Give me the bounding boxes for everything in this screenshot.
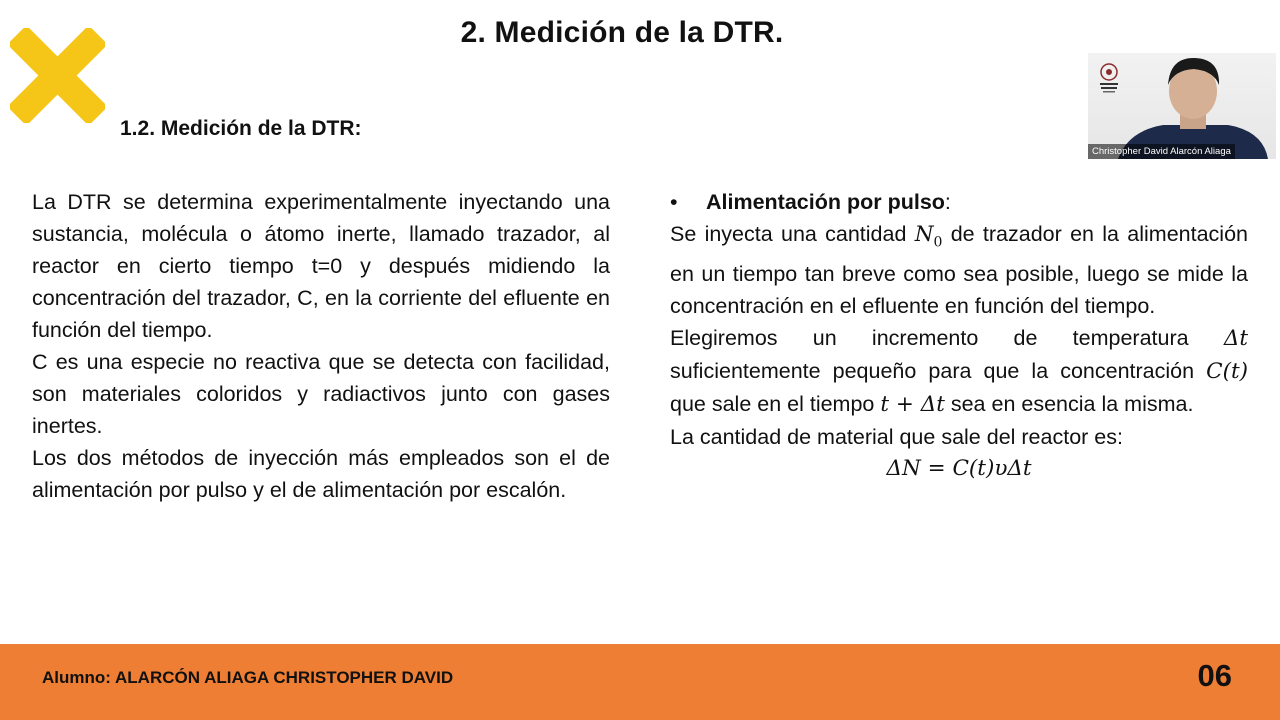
section-subtitle: 1.2. Medición de la DTR:: [120, 117, 362, 140]
bullet-heading: Alimentación por pulso: [706, 190, 945, 214]
left-paragraph-1: La DTR se determina experimentalmente inyectando una sustancia, molécula o átomo inerte, llamado trazador, al reactor en cierto tiempo t=0 y después midiendo la concentración del trazador, C, en la corriente del efluente en función del tiempo.: [32, 190, 610, 342]
footer-bar: [0, 644, 1280, 720]
page-number: 06: [1197, 658, 1232, 693]
slide-title: 2. Medición de la DTR.: [460, 16, 784, 49]
right-paragraph-1: Se inyecta una cantidad $N_0$ de trazador en la alimentación en un tiempo tan breve como sea posible, luego se mide la concentración en el efluente en función del tiempo.: [670, 222, 1248, 319]
right-paragraph-2: Elegiremos un incremento de temperatura Δt suficientemente pequeño para que la concentración C(t) que sale en el tiempo t + Δt sea en esencia la misma.: [670, 326, 1248, 418]
math-t-plus-delta-t: t + Δt: [880, 392, 945, 418]
bullet-item: [670, 186, 1248, 218]
math-delta-t: Δt: [1223, 326, 1248, 352]
webcam-overlay[interactable]: [1088, 53, 1276, 159]
math-c-of-t: C(t): [1206, 359, 1248, 385]
bullet-symbol: •: [670, 190, 678, 214]
left-paragraph-3: Los dos métodos de inyección más empleados son el de alimentación por pulso y el de alimentación por escalón.: [32, 446, 610, 502]
left-paragraph-2: C es una especie no reactiva que se detecta con facilidad, son materiales coloridos y radiactivos junto con gases inertes.: [32, 350, 610, 438]
right-text-column: [670, 186, 1248, 485]
university-seal-icon: [1098, 63, 1120, 95]
bullet-colon: :: [944, 190, 951, 214]
webcam-caption: Christopher David Alarcón Aliaga: [1088, 144, 1235, 159]
right-paragraph-3: La cantidad de material que sale del reactor es:: [670, 425, 1123, 450]
formula-delta-n: ΔN = C(t)υΔt: [886, 456, 1032, 482]
left-text-column: [32, 186, 610, 506]
math-n0: $N_0$: [914, 222, 943, 251]
student-name: Alumno: ALARCÓN ALIAGA CHRISTOPHER DAVID: [42, 668, 454, 687]
